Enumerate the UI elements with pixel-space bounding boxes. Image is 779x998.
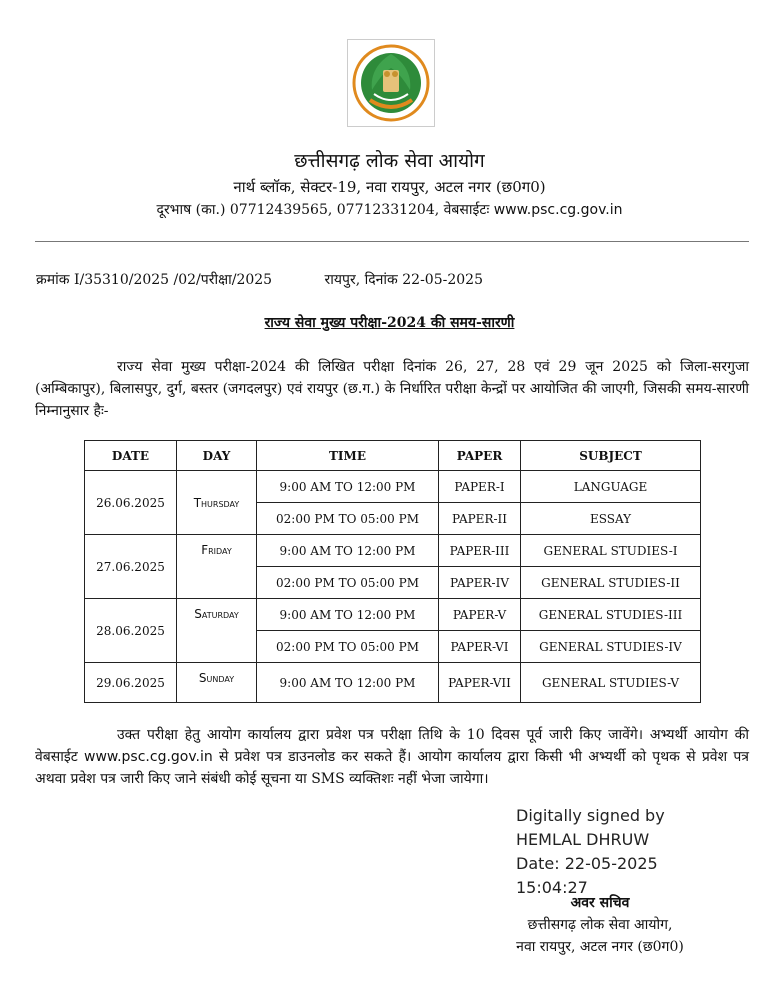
signatory-designation: अवर सचिव xyxy=(570,895,630,911)
subject-cell: GENERAL STUDIES-V xyxy=(521,663,701,703)
date-cell: 29.06.2025 xyxy=(85,663,177,703)
table-header-row xyxy=(85,441,701,471)
subject-cell: GENERAL STUDIES-IV xyxy=(521,631,701,663)
paper-cell: PAPER-VI xyxy=(439,631,521,663)
header-day: DAY xyxy=(177,441,257,471)
reference-line xyxy=(36,270,483,289)
contact-phones: दूरभाष (का.) 07712439565, 07712331204, वेबसाईटः xyxy=(156,202,490,218)
date-cell: 28.06.2025 xyxy=(85,599,177,663)
table-row xyxy=(85,535,701,567)
org-address: नार्थ ब्लॉक, सेक्टर-19, नवा रायपुर, अटल नगर (छ0ग0) xyxy=(233,178,546,196)
document-title: राज्य सेवा मुख्य परीक्षा-2024 की समय-सारणी xyxy=(264,315,515,331)
website-link[interactable]: www.psc.cg.gov.in xyxy=(493,202,623,218)
org-name: छत्तीसगढ़ लोक सेवा आयोग xyxy=(294,150,485,172)
header-time: TIME xyxy=(257,441,439,471)
notice-text-part2: से प्रवेश पत्र डाउनलोड कर सकते हैं। आयोग कार्यालय द्वारा किसी भी अभ्यर्थी को पृथक से प्रवेश पत्र अथवा प्रवेश पत्र जारी किए जाने संबंधी कोई सूचना या SMS व्यक्तिशः नहीं भेजा जायेगा। xyxy=(35,749,750,787)
time-cell: 9:00 AM TO 12:00 PM xyxy=(257,471,439,503)
signature-line-4: 15:04:27 xyxy=(516,878,588,897)
day-cell: Sunday xyxy=(177,663,257,703)
signatory-location: नवा रायपुर, अटल नगर (छ0ग0) xyxy=(516,939,684,955)
signature-line-2: HEMLAL DHRUW xyxy=(516,830,650,849)
subject-cell: GENERAL STUDIES-III xyxy=(521,599,701,631)
admit-card-notice xyxy=(35,724,749,790)
time-cell: 9:00 AM TO 12:00 PM xyxy=(257,535,439,567)
time-cell: 02:00 PM TO 05:00 PM xyxy=(257,567,439,599)
date-cell: 26.06.2025 xyxy=(85,471,177,535)
exam-schedule-table xyxy=(84,440,701,703)
header-divider xyxy=(35,241,749,242)
signature-line-1: Digitally signed by xyxy=(516,806,665,825)
header-subject: SUBJECT xyxy=(521,441,701,471)
paper-cell: PAPER-III xyxy=(439,535,521,567)
time-cell: 9:00 AM TO 12:00 PM xyxy=(257,599,439,631)
time-cell: 9:00 AM TO 12:00 PM xyxy=(257,663,439,703)
subject-cell: ESSAY xyxy=(521,503,701,535)
time-cell: 02:00 PM TO 05:00 PM xyxy=(257,503,439,535)
intro-paragraph: राज्य सेवा मुख्य परीक्षा-2024 की लिखित परीक्षा दिनांक 26, 27, 28 एवं 29 जून 2025 को जिला-सरगुजा (अम्बिकापुर), बिलासपुर, दुर्ग, बस्तर (जगदलपुर) एवं रायपुर (छ.ग.) के निर्धारित परीक्षा केन्द्रों पर आयोजित की जाएगी, जिसकी समय-सारणी निम्नानुसार हैः- xyxy=(35,359,749,419)
table-row xyxy=(85,663,701,703)
table-row xyxy=(85,471,701,503)
signature-line-3: Date: 22-05-2025 xyxy=(516,854,658,873)
place-date: रायपुर, दिनांक 22-05-2025 xyxy=(324,272,483,288)
notice-website-link[interactable]: www.psc.cg.gov.in xyxy=(84,749,213,765)
paper-cell: PAPER-I xyxy=(439,471,521,503)
notice-text-part1: उक्त परीक्षा हेतु आयोग कार्यालय द्वारा प्रवेश पत्र परीक्षा तिथि के 10 दिवस पूर्व जारी किए जावेंगे। अभ्यर्थी आयोग की वेबसाईट xyxy=(35,727,749,765)
day-cell: Thursday xyxy=(177,471,257,535)
paper-cell: PAPER-IV xyxy=(439,567,521,599)
signatory-org: छत्तीसगढ़ लोक सेवा आयोग, xyxy=(527,917,673,933)
day-cell: Friday xyxy=(177,535,257,599)
header-date: DATE xyxy=(85,441,177,471)
time-cell: 02:00 PM TO 05:00 PM xyxy=(257,631,439,663)
day-cell: Saturday xyxy=(177,599,257,663)
subject-cell: LANGUAGE xyxy=(521,471,701,503)
commission-emblem-logo xyxy=(347,39,435,127)
paper-cell: PAPER-V xyxy=(439,599,521,631)
subject-cell: GENERAL STUDIES-I xyxy=(521,535,701,567)
reference-number: क्रमांक I/35310/2025 /02/परीक्षा/2025 xyxy=(36,272,273,288)
paper-cell: PAPER-VII xyxy=(439,663,521,703)
paper-cell: PAPER-II xyxy=(439,503,521,535)
org-contact xyxy=(0,200,779,219)
header-paper: PAPER xyxy=(439,441,521,471)
emblem-icon xyxy=(348,40,434,126)
digital-signature xyxy=(516,804,665,900)
subject-cell: GENERAL STUDIES-II xyxy=(521,567,701,599)
date-cell: 27.06.2025 xyxy=(85,535,177,599)
table-row xyxy=(85,599,701,631)
